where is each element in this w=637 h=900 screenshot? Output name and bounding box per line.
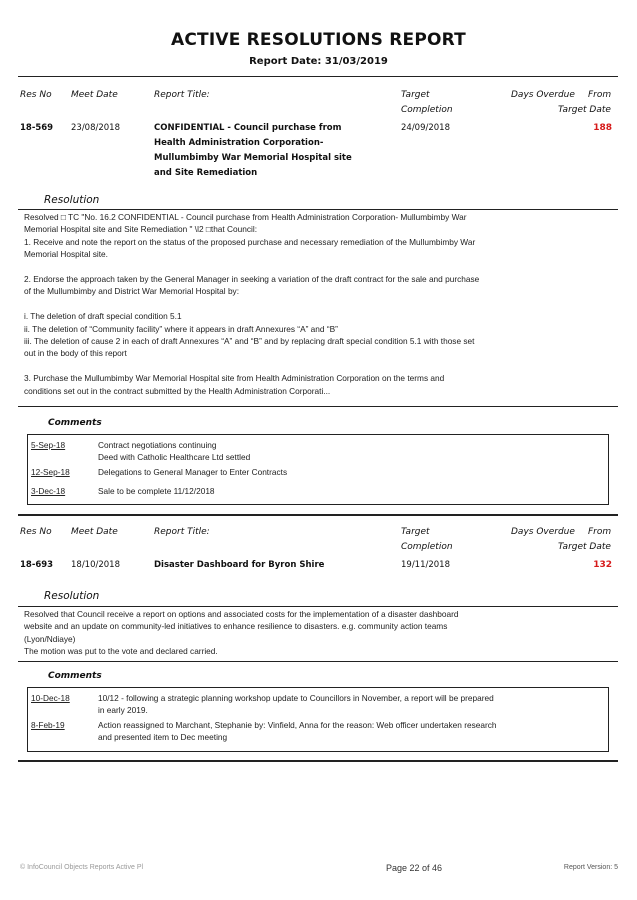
comment-date: 12-Sep-18	[31, 467, 70, 477]
col-days-overdue: Days Overdue	[511, 90, 575, 100]
target-completion: 24/09/2018	[401, 123, 450, 133]
col-res-no: Res No	[20, 527, 52, 537]
col-target: Target	[401, 90, 430, 100]
comments-heading: Comments	[48, 418, 102, 428]
page-number: Page 22 of 46	[386, 863, 443, 873]
col-from: From	[588, 90, 612, 100]
divider	[18, 209, 618, 210]
res-no: 18-693	[20, 560, 54, 570]
comment-date: 3-Dec-18	[31, 486, 66, 496]
comment-date: 10-Dec-18	[31, 693, 70, 703]
days-overdue-value: 132	[593, 560, 612, 570]
record-divider	[18, 760, 618, 762]
days-overdue-value: 188	[593, 123, 612, 133]
col-meet-date: Meet Date	[71, 527, 118, 537]
resolution-text: Resolved □ TC "No. 16.2 CONFIDENTIAL - Council purchase from Health Administration Corporation- Mullumbimby War Memorial Hospital site and Site Remediation " \l2 □that Council: 1. Receive and note the report on the status of the proposed purchase and necessary remediation of the Mullumbimby War Memorial Hospital site. 2. Endorse the approach taken by the General Manager in seeking a variation of the draft contract for the sale and purchase of the Mullumbimby and District War Memorial Hospital by: i. The deletion of draft special condition 5.1 ii. The deletion of “Community facility” where it appears in draft Annexures “A” and “B” iii. The deletion of cause 2 in each of draft Annexures “A” and “B” and by replacing draft special condition 5.1 with those set out in the body of this report 3. Purchase the Mullumbimby War Memorial Hospital site from Health Administration Corporation on the terms and conditions set out in the contract submitted by the Health Administration Corporati...	[24, 212, 480, 396]
col-completion: Completion	[401, 105, 453, 115]
resolution-heading: Resolution	[44, 194, 100, 206]
col-from: From	[588, 527, 612, 537]
report-title-text: CONFIDENTIAL - Council purchase from Health Administration Corporation- Mullumbimby War Memorial Hospital site and Site Remediation	[154, 123, 352, 178]
meet-date: 23/08/2018	[71, 123, 120, 133]
target-completion: 19/11/2018	[401, 560, 450, 570]
col-res-no: Res No	[20, 90, 52, 100]
record-divider	[18, 514, 618, 516]
col-target-date: Target Date	[558, 105, 611, 115]
report-version: Report Version: 5	[563, 864, 618, 871]
report-title-text: Disaster Dashboard for Byron Shire	[154, 560, 325, 570]
comment-text: 10/12 - following a strategic planning workshop update to Councillors in November, a report will be prepared in early 2019.	[98, 693, 494, 716]
report-title: ACTIVE RESOLUTIONS REPORT	[171, 30, 466, 50]
comment-text: Sale to be complete 11/12/2018	[98, 486, 215, 496]
col-target: Target	[401, 527, 430, 537]
resolution-heading: Resolution	[44, 590, 100, 602]
res-no: 18-569	[20, 123, 54, 133]
col-days-overdue: Days Overdue	[511, 527, 575, 537]
comment-date: 5-Sep-18	[31, 440, 66, 450]
divider	[18, 661, 618, 662]
col-target-date: Target Date	[558, 542, 611, 552]
divider	[18, 76, 618, 77]
col-report-title: Report Title:	[154, 90, 210, 100]
comment-date: 8-Feb-19	[31, 720, 65, 730]
comment-text: Delegations to General Manager to Enter Contracts	[98, 467, 288, 477]
comments-heading: Comments	[48, 671, 102, 681]
col-report-title: Report Title:	[154, 527, 210, 537]
meet-date: 18/10/2018	[71, 560, 120, 570]
report-date: Report Date: 31/03/2019	[249, 56, 388, 67]
comment-text: Action reassigned to Marchant, Stephanie by: Vinfield, Anna for the reason: Web officer undertaken research and presented item to Dec meeting	[98, 720, 497, 743]
divider	[18, 606, 618, 607]
divider	[18, 406, 618, 407]
resolution-text: Resolved that Council receive a report on options and associated costs for the implementation of a disaster dashboard website and an update on community-led initiatives to enhance resilience to disasters. e.g. community action teams (Lyon/Ndiaye) The motion was put to the vote and declared carried.	[24, 609, 459, 657]
col-completion: Completion	[401, 542, 453, 552]
footer-copyright: © InfoCouncil Objects Reports Active Pl	[20, 864, 144, 871]
col-meet-date: Meet Date	[71, 90, 118, 100]
comment-text: Contract negotiations continuing Deed with Catholic Healthcare Ltd settled	[98, 440, 251, 463]
